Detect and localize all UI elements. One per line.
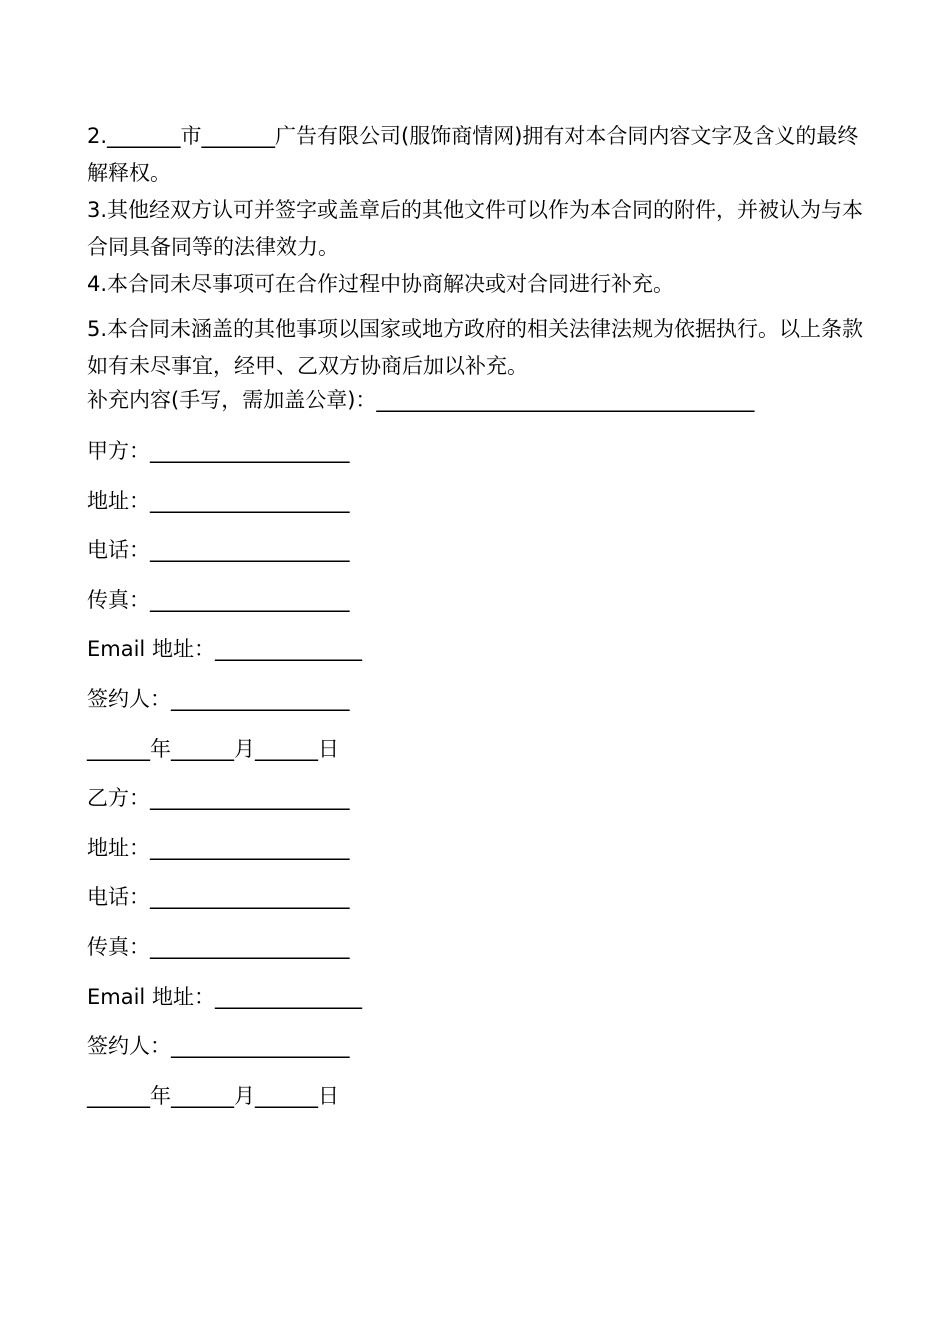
- clause-3: 3.其他经双方认可并签字或盖章后的其他文件可以作为本合同的附件，并被认为与本合同具备同等的法律效力。: [87, 198, 864, 259]
- party-b-phone-field: 电话：___________________: [87, 885, 350, 910]
- clause-4: 4.本合同未尽事项可在合作过程中协商解决或对合同进行补充。: [87, 272, 675, 296]
- party-a-date-field: ______年______月______日: [87, 736, 339, 761]
- party-b-signer-field: 签约人：_________________: [87, 1034, 350, 1059]
- party-a-email-field: Email 地址：______________: [87, 637, 362, 662]
- clause-2: 2._______市_______广告有限公司(服饰商情网)拥有对本合同内容文字及含义的最终解释权。: [87, 124, 859, 185]
- party-b-fax-field: 传真：___________________: [87, 934, 350, 959]
- party-a-fax-field: 传真：___________________: [87, 587, 350, 612]
- party-a-address-field: 地址：___________________: [87, 488, 350, 513]
- party-b-name-field: 乙方：___________________: [87, 786, 350, 811]
- party-b-address-field: 地址：___________________: [87, 835, 350, 860]
- clause-5: 5.本合同未涵盖的其他事项以国家或地方政府的相关法律法规为依据执行。以上条款如有未尽事宜，经甲、乙双方协商后加以补充。: [87, 317, 864, 378]
- contract-page: [87, 118, 867, 1130]
- supplement-line: 补充内容(手写，需加盖公章)：____________________________________: [87, 388, 755, 412]
- party-a-phone-field: 电话：___________________: [87, 538, 350, 563]
- party-b-email-field: Email 地址：______________: [87, 984, 362, 1009]
- party-a-signer-field: 签约人：_________________: [87, 686, 350, 711]
- party-a-name-field: 甲方：___________________: [87, 439, 350, 463]
- party-b-date-field: ______年______月______日: [87, 1083, 339, 1108]
- signature-fields: [87, 436, 867, 1111]
